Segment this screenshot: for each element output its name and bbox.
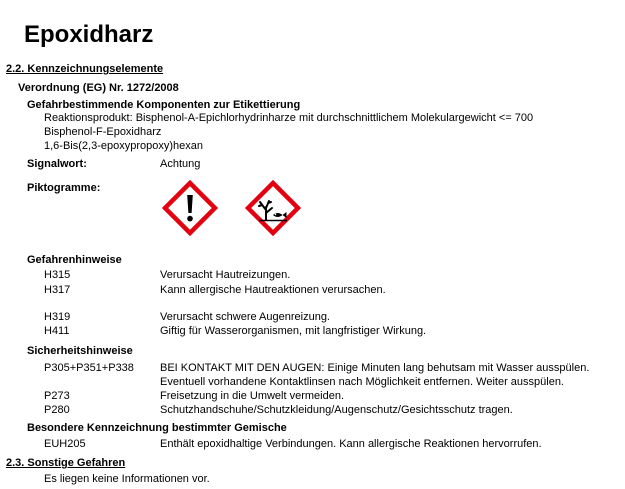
hazard-code: H411: [44, 325, 70, 337]
page-title: Epoxidharz: [24, 21, 154, 48]
signal-word-value: Achtung: [160, 158, 201, 170]
hazard-text: Giftig für Wasserorganismen, mit langfristiger Wirkung.: [160, 325, 427, 337]
hazard-text: Verursacht Hautreizungen.: [160, 269, 291, 281]
hazard-code: H315: [44, 269, 71, 281]
precaution-code: P280: [44, 404, 70, 416]
special-code: EUH205: [44, 438, 86, 450]
special-labelling-heading: Besondere Kennzeichnung bestimmter Gemische: [27, 422, 287, 434]
hazard-statements-heading: Gefahrenhinweise: [27, 254, 122, 266]
environment-hazard-icon: [245, 180, 301, 236]
component-item: 1,6-Bis(2,3-epoxypropoxy)hexan: [44, 140, 203, 152]
precaution-code: P305+P351+P338: [44, 362, 134, 374]
hazard-text: Verursacht schwere Augenreizung.: [160, 311, 330, 323]
section-heading-2-3: 2.3. Sonstige Gefahren: [6, 457, 126, 469]
hazard-code: H319: [44, 311, 71, 323]
exclamation-mark-icon: [162, 180, 218, 236]
pictograms-label: Piktogramme:: [27, 182, 101, 194]
components-heading: Gefahrbestimmende Komponenten zur Etikettierung: [27, 99, 301, 111]
signal-word-label: Signalwort:: [27, 158, 87, 170]
section-heading-2-2: 2.2. Kennzeichnungselemente: [6, 63, 164, 75]
precautionary-statements-heading: Sicherheitshinweise: [27, 345, 133, 357]
component-item: Bisphenol-F-Epoxidharz: [44, 126, 162, 138]
precaution-text: BEI KONTAKT MIT DEN AUGEN: Einige Minuten lang behutsam mit Wasser ausspülen.: [160, 362, 590, 374]
special-text: Enthält epoxidhaltige Verbindungen. Kann allergische Reaktionen hervorrufen.: [160, 438, 542, 450]
hazard-code: H317: [44, 284, 71, 296]
other-hazards-text: Es liegen keine Informationen vor.: [44, 473, 210, 485]
precaution-text: Eventuell vorhandene Kontaktlinsen nach Möglichkeit entfernen. Weiter ausspülen.: [160, 376, 564, 388]
component-item: Reaktionsprodukt: Bisphenol-A-Epichlorhydrinharze mit durchschnittlichem Molekulargewicht <= 700: [44, 112, 534, 124]
precaution-text: Freisetzung in die Umwelt vermeiden.: [160, 390, 345, 402]
regulation-heading: Verordnung (EG) Nr. 1272/2008: [18, 82, 179, 94]
precaution-text: Schutzhandschuhe/Schutzkleidung/Augenschutz/Gesichtsschutz tragen.: [160, 404, 513, 416]
hazard-text: Kann allergische Hautreaktionen verursachen.: [160, 284, 386, 296]
precaution-code: P273: [44, 390, 70, 402]
